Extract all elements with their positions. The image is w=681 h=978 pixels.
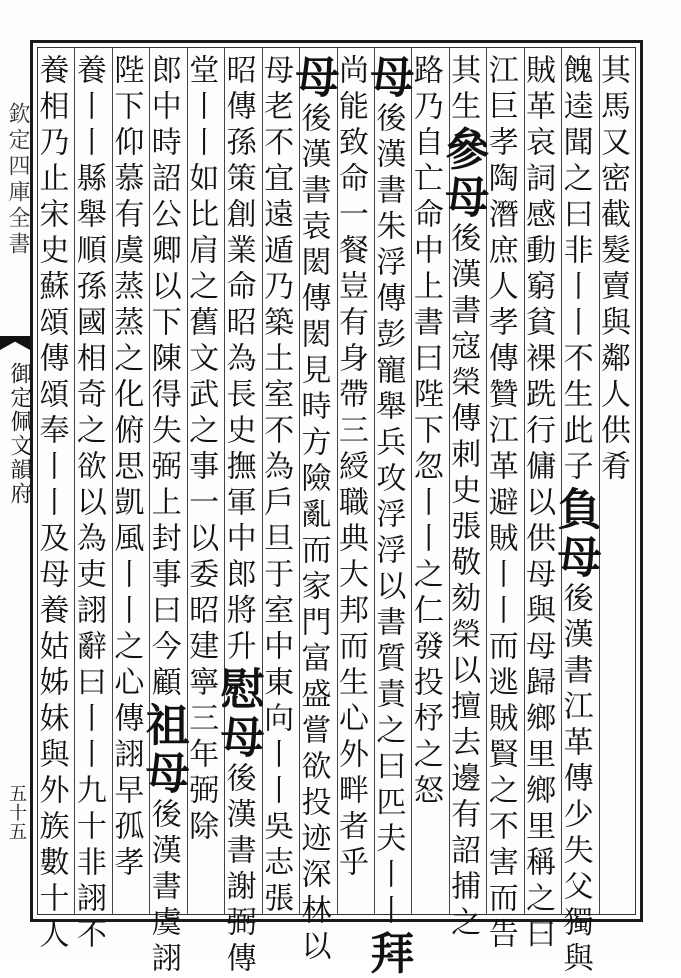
- column-text: 傳詡早孤孝: [108, 702, 144, 882]
- entry-headword: 母: [437, 174, 489, 222]
- column-text: 江巨孝陶潛庶人孝傳贊江革避賊丨丨而逃賊賢之不害而告: [482, 54, 518, 954]
- text-column: [33, 54, 73, 954]
- text-column: [137, 54, 189, 978]
- column-text: 後漢書朱浮傳彭寵舉兵攻浮浮以書質責之曰匹夫丨丨: [370, 102, 406, 930]
- entry-headword: 負: [549, 486, 601, 534]
- entry-headword: 母: [549, 534, 601, 582]
- column-text: 養丨丨縣舉順孫國相奇之欲以為吏詡辭曰丨丨九十非詡不: [70, 54, 106, 954]
- column-text: 建寧三年弼除: [183, 630, 219, 846]
- text-column: [595, 54, 635, 910]
- fish-tail-mark-icon: [0, 336, 30, 350]
- entry-headword: 母: [137, 750, 189, 798]
- text-column: [287, 54, 339, 966]
- column-text: 拜: [362, 930, 414, 978]
- text-column: [332, 54, 373, 910]
- page-number: 五十五: [6, 784, 27, 841]
- column-text: 後漢書江革傳少失父獨與: [557, 582, 593, 978]
- column-text: 後漢書袁閎傳閎見時方險亂而家門富盛嘗欲投迹深林以: [295, 102, 331, 966]
- column-text: 陛下仰慕有虞蒸蒸之化俯思凱風丨丨之心: [108, 54, 144, 702]
- column-text: 賊革哀詞感動窮貧裸跣行傭以供母與母歸鄉里鄉里稱之曰: [520, 54, 556, 954]
- column-text: 其生: [445, 54, 481, 126]
- text-column: [362, 54, 414, 978]
- column-text: 母老不宜遠遁乃築土室不為戶旦于室中東向丨丨: [258, 54, 294, 810]
- margin-title: 欽定四庫全書: [5, 102, 30, 258]
- column-text: 養相乃止宋史蘇頌傳頌奉丨丨及母養姑姊妹與外族數十人: [33, 54, 69, 954]
- column-text: 堂丨丨如比肩之舊文武之事一以委昭: [183, 54, 219, 630]
- column-text: 尚能致命一餐豈有身帶三綬職典大邦而生心外畔者乎: [332, 54, 368, 882]
- entry-headword: 母: [362, 54, 414, 102]
- column-text: 乃自亡命中上書曰陛下忽丨丨之仁發投杼之怒: [407, 90, 443, 810]
- column-text: 昭傳孫策創業命昭為長史撫軍中郎將升: [220, 54, 256, 666]
- margin-book-title: 御定佩文韻府: [7, 362, 32, 506]
- column-text: 後漢書寇榮傳刺史張敬劾榮以擅去邊有詔捕之: [445, 222, 481, 942]
- entry-headword: 慰: [212, 666, 264, 714]
- entry-headword: 母: [212, 714, 264, 762]
- text-column: [482, 54, 522, 954]
- text-column: [407, 54, 447, 910]
- text-column: [520, 54, 560, 954]
- text-column: [183, 54, 223, 910]
- column-text: 郎中時詔公卿以下陳得失弼上封事曰今顧: [145, 54, 181, 702]
- column-text: 路: [407, 54, 443, 90]
- text-column: [437, 54, 489, 942]
- entry-headword: 祖: [137, 702, 189, 750]
- entry-headword: 母: [287, 54, 339, 102]
- entry-headword: 參: [437, 126, 489, 174]
- text-column: [108, 54, 148, 910]
- text-column: [212, 54, 264, 978]
- text-column: [258, 54, 298, 918]
- column-text: 餽逵聞之曰非丨丨不生此子: [557, 54, 593, 486]
- text-column: [70, 54, 110, 954]
- column-text: 其馬又密截髮賣與鄰人供肴: [595, 54, 630, 486]
- page-margin: [0, 40, 30, 922]
- text-column: [549, 54, 601, 978]
- column-text: 後漢書虞詡: [145, 798, 181, 978]
- column-text: 吳志張: [258, 810, 294, 918]
- column-text: 後漢書謝弼傳: [220, 762, 256, 978]
